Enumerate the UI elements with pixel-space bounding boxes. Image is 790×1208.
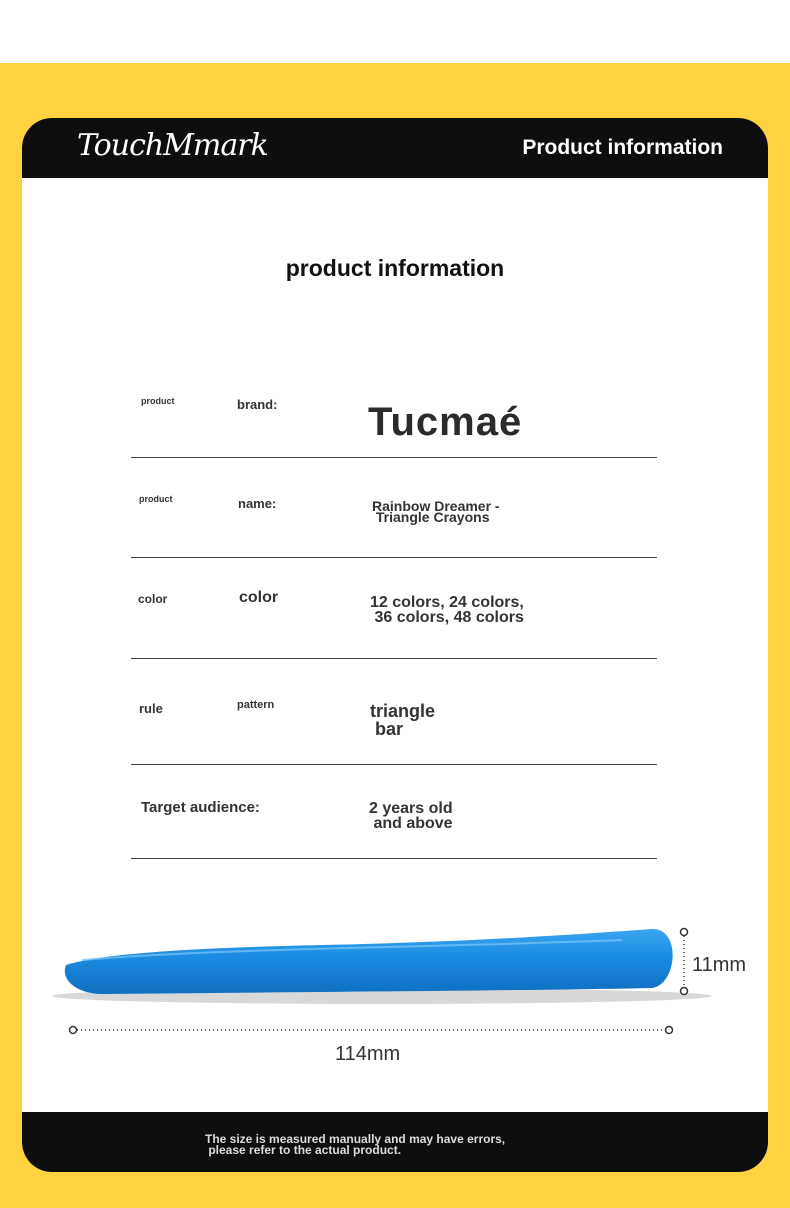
length-marker-end bbox=[666, 1027, 673, 1034]
row-divider bbox=[131, 764, 657, 765]
height-marker-end bbox=[681, 988, 688, 995]
crayon-body bbox=[65, 929, 673, 994]
pattern-value: triangle bar bbox=[370, 701, 436, 739]
header-title: Product information bbox=[522, 136, 723, 159]
target-audience-label: Target audience: bbox=[141, 799, 260, 816]
color-label: color bbox=[239, 589, 279, 606]
brand-label-small: product bbox=[141, 396, 175, 406]
name-label: name: bbox=[238, 496, 277, 511]
rule-label: rule bbox=[139, 701, 163, 716]
row-divider bbox=[131, 658, 657, 659]
pattern-label: pattern bbox=[237, 699, 275, 711]
brand-value: Tucmaé bbox=[368, 400, 523, 436]
name-label-small: product bbox=[139, 494, 173, 504]
height-dimension: 11mm bbox=[692, 954, 747, 976]
length-marker-end bbox=[70, 1027, 77, 1034]
card-footer bbox=[22, 1112, 768, 1172]
row-divider bbox=[131, 858, 657, 859]
section-title: product information bbox=[285, 255, 505, 281]
row-divider bbox=[131, 557, 657, 558]
product-card bbox=[22, 118, 768, 1172]
target-audience-value: 2 years old and above bbox=[369, 800, 453, 832]
name-value: Rainbow Dreamer - Triangle Crayons bbox=[372, 498, 500, 525]
brand-logo: TouchMmark bbox=[77, 128, 268, 163]
color-label-small: color bbox=[138, 592, 168, 606]
length-dimension: 114mm bbox=[335, 1043, 401, 1065]
brand-label: brand: bbox=[237, 397, 278, 412]
height-marker-end bbox=[681, 929, 688, 936]
color-value: 12 colors, 24 colors, 36 colors, 48 colors bbox=[370, 594, 524, 626]
row-divider bbox=[131, 457, 657, 458]
card-header bbox=[22, 118, 768, 178]
top-margin bbox=[0, 0, 790, 63]
measurement-disclaimer: The size is measured manually and may have errors, please refer to the actual product. bbox=[205, 1132, 506, 1157]
